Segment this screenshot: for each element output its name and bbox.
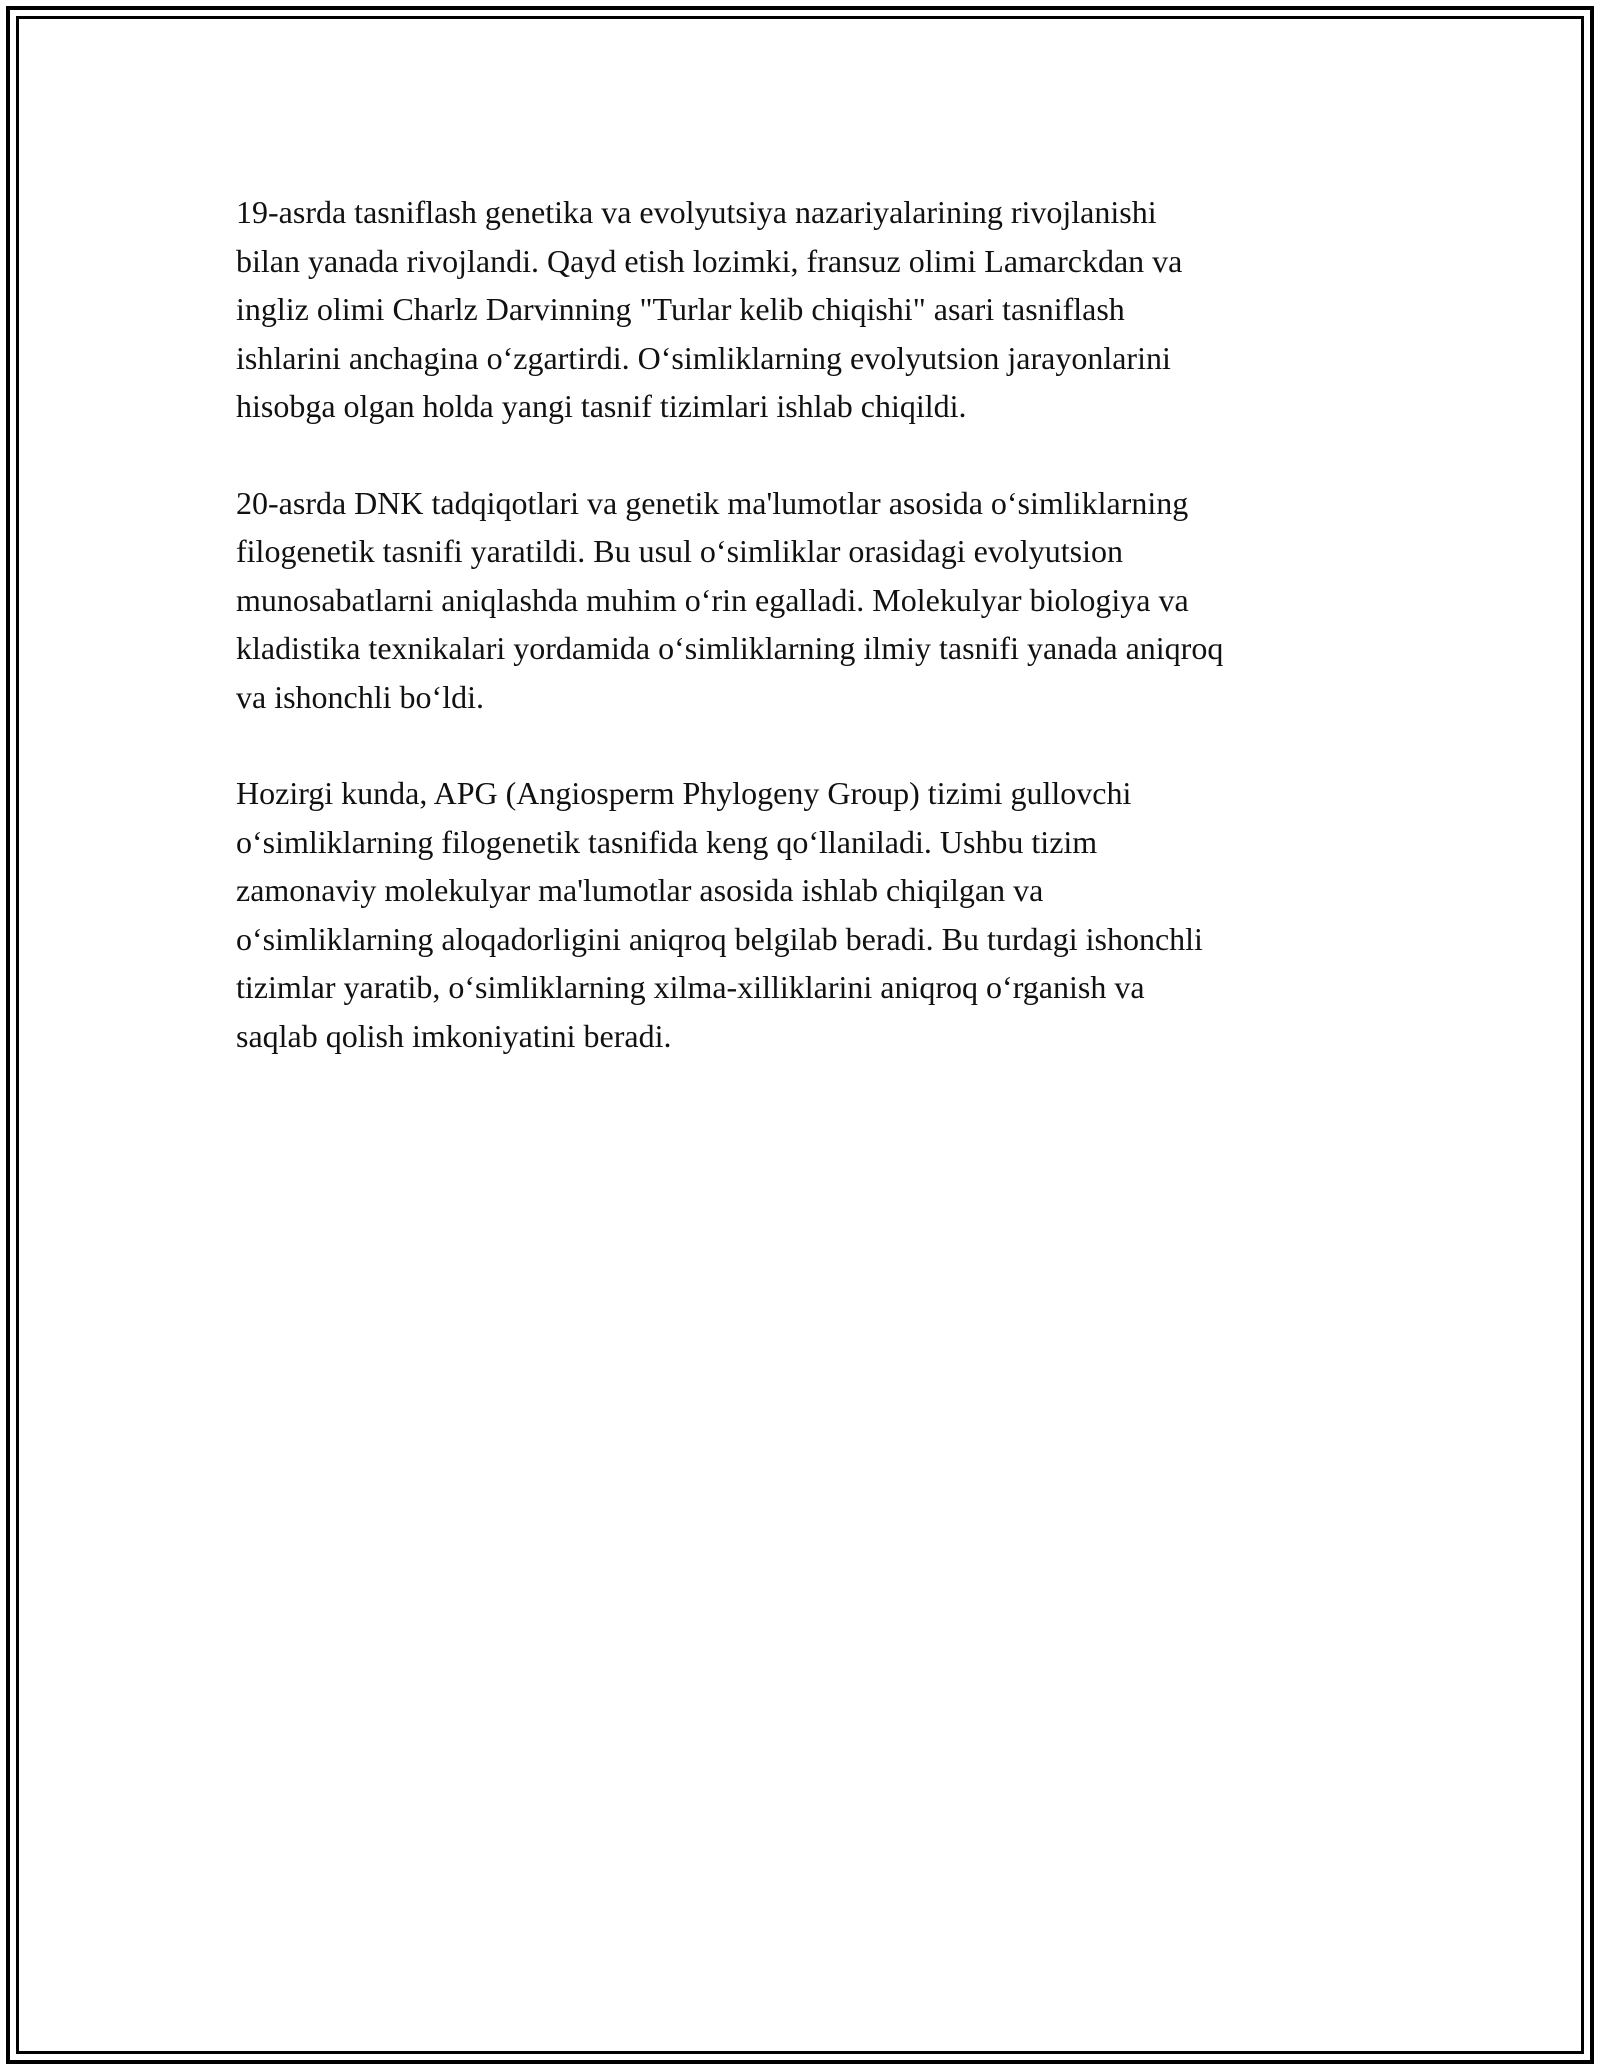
text-line: bilan yanada rivojlandi. Qayd etish lozimki, fransuz olimi Lamarckdan va bbox=[236, 242, 1183, 279]
text-line: va ishonchli boʻldi. bbox=[236, 678, 484, 715]
text-line: filogenetik tasnifi yaratildi. Bu usul oʻsimliklar orasidagi evolyutsion bbox=[236, 533, 1123, 569]
text-line: ingliz olimi Charlz Darvinning "Turlar kelib chiqishi" asari tasniflash bbox=[236, 291, 1125, 327]
text-line: 19-asrda tasniflash genetika va evolyutsiya nazariyalarining rivojlanishi bbox=[236, 194, 1157, 230]
text-line: zamonaviy molekulyar ma'lumotlar asosida ishlab chiqilgan va bbox=[236, 872, 1044, 908]
text-line: saqlab qolish imkoniyatini beradi. bbox=[236, 1017, 672, 1054]
text-line: ishlarini anchagina oʻzgartirdi. Oʻsimliklarning evolyutsion jarayonlarini bbox=[236, 339, 1171, 376]
text-line: oʻsimliklarning filogenetik tasnifida keng qoʻllaniladi. Ushbu tizim bbox=[236, 823, 1098, 860]
text-line: hisobga olgan holda yangi tasnif tizimlari ishlab chiqildi. bbox=[236, 388, 967, 424]
text-line: munosabatlarni aniqlashda muhim oʻrin egalladi. Molekulyar biologiya va bbox=[236, 581, 1189, 618]
text-line: tizimlar yaratib, oʻsimliklarning xilma-xilliklarini aniqroq oʻrganish va bbox=[236, 969, 1145, 1005]
text-line: oʻsimliklarning aloqadorligini aniqroq belgilab beradi. Bu turdagi ishonchli bbox=[236, 920, 1203, 957]
text-line: kladistika texnikalari yordamida oʻsimliklarning ilmiy tasnifi yanada aniqroq bbox=[236, 630, 1224, 666]
paragraph-1 bbox=[236, 188, 1386, 431]
paragraph-2 bbox=[236, 479, 1386, 722]
document-body bbox=[236, 188, 1386, 1108]
text-line: Hozirgi kunda, APG (Angiosperm Phylogeny Group) tizimi gullovchi bbox=[236, 775, 1132, 811]
text-line: 20-asrda DNK tadqiqotlari va genetik ma'lumotlar asosida oʻsimliklarning bbox=[236, 484, 1189, 521]
paragraph-3 bbox=[236, 769, 1386, 1060]
